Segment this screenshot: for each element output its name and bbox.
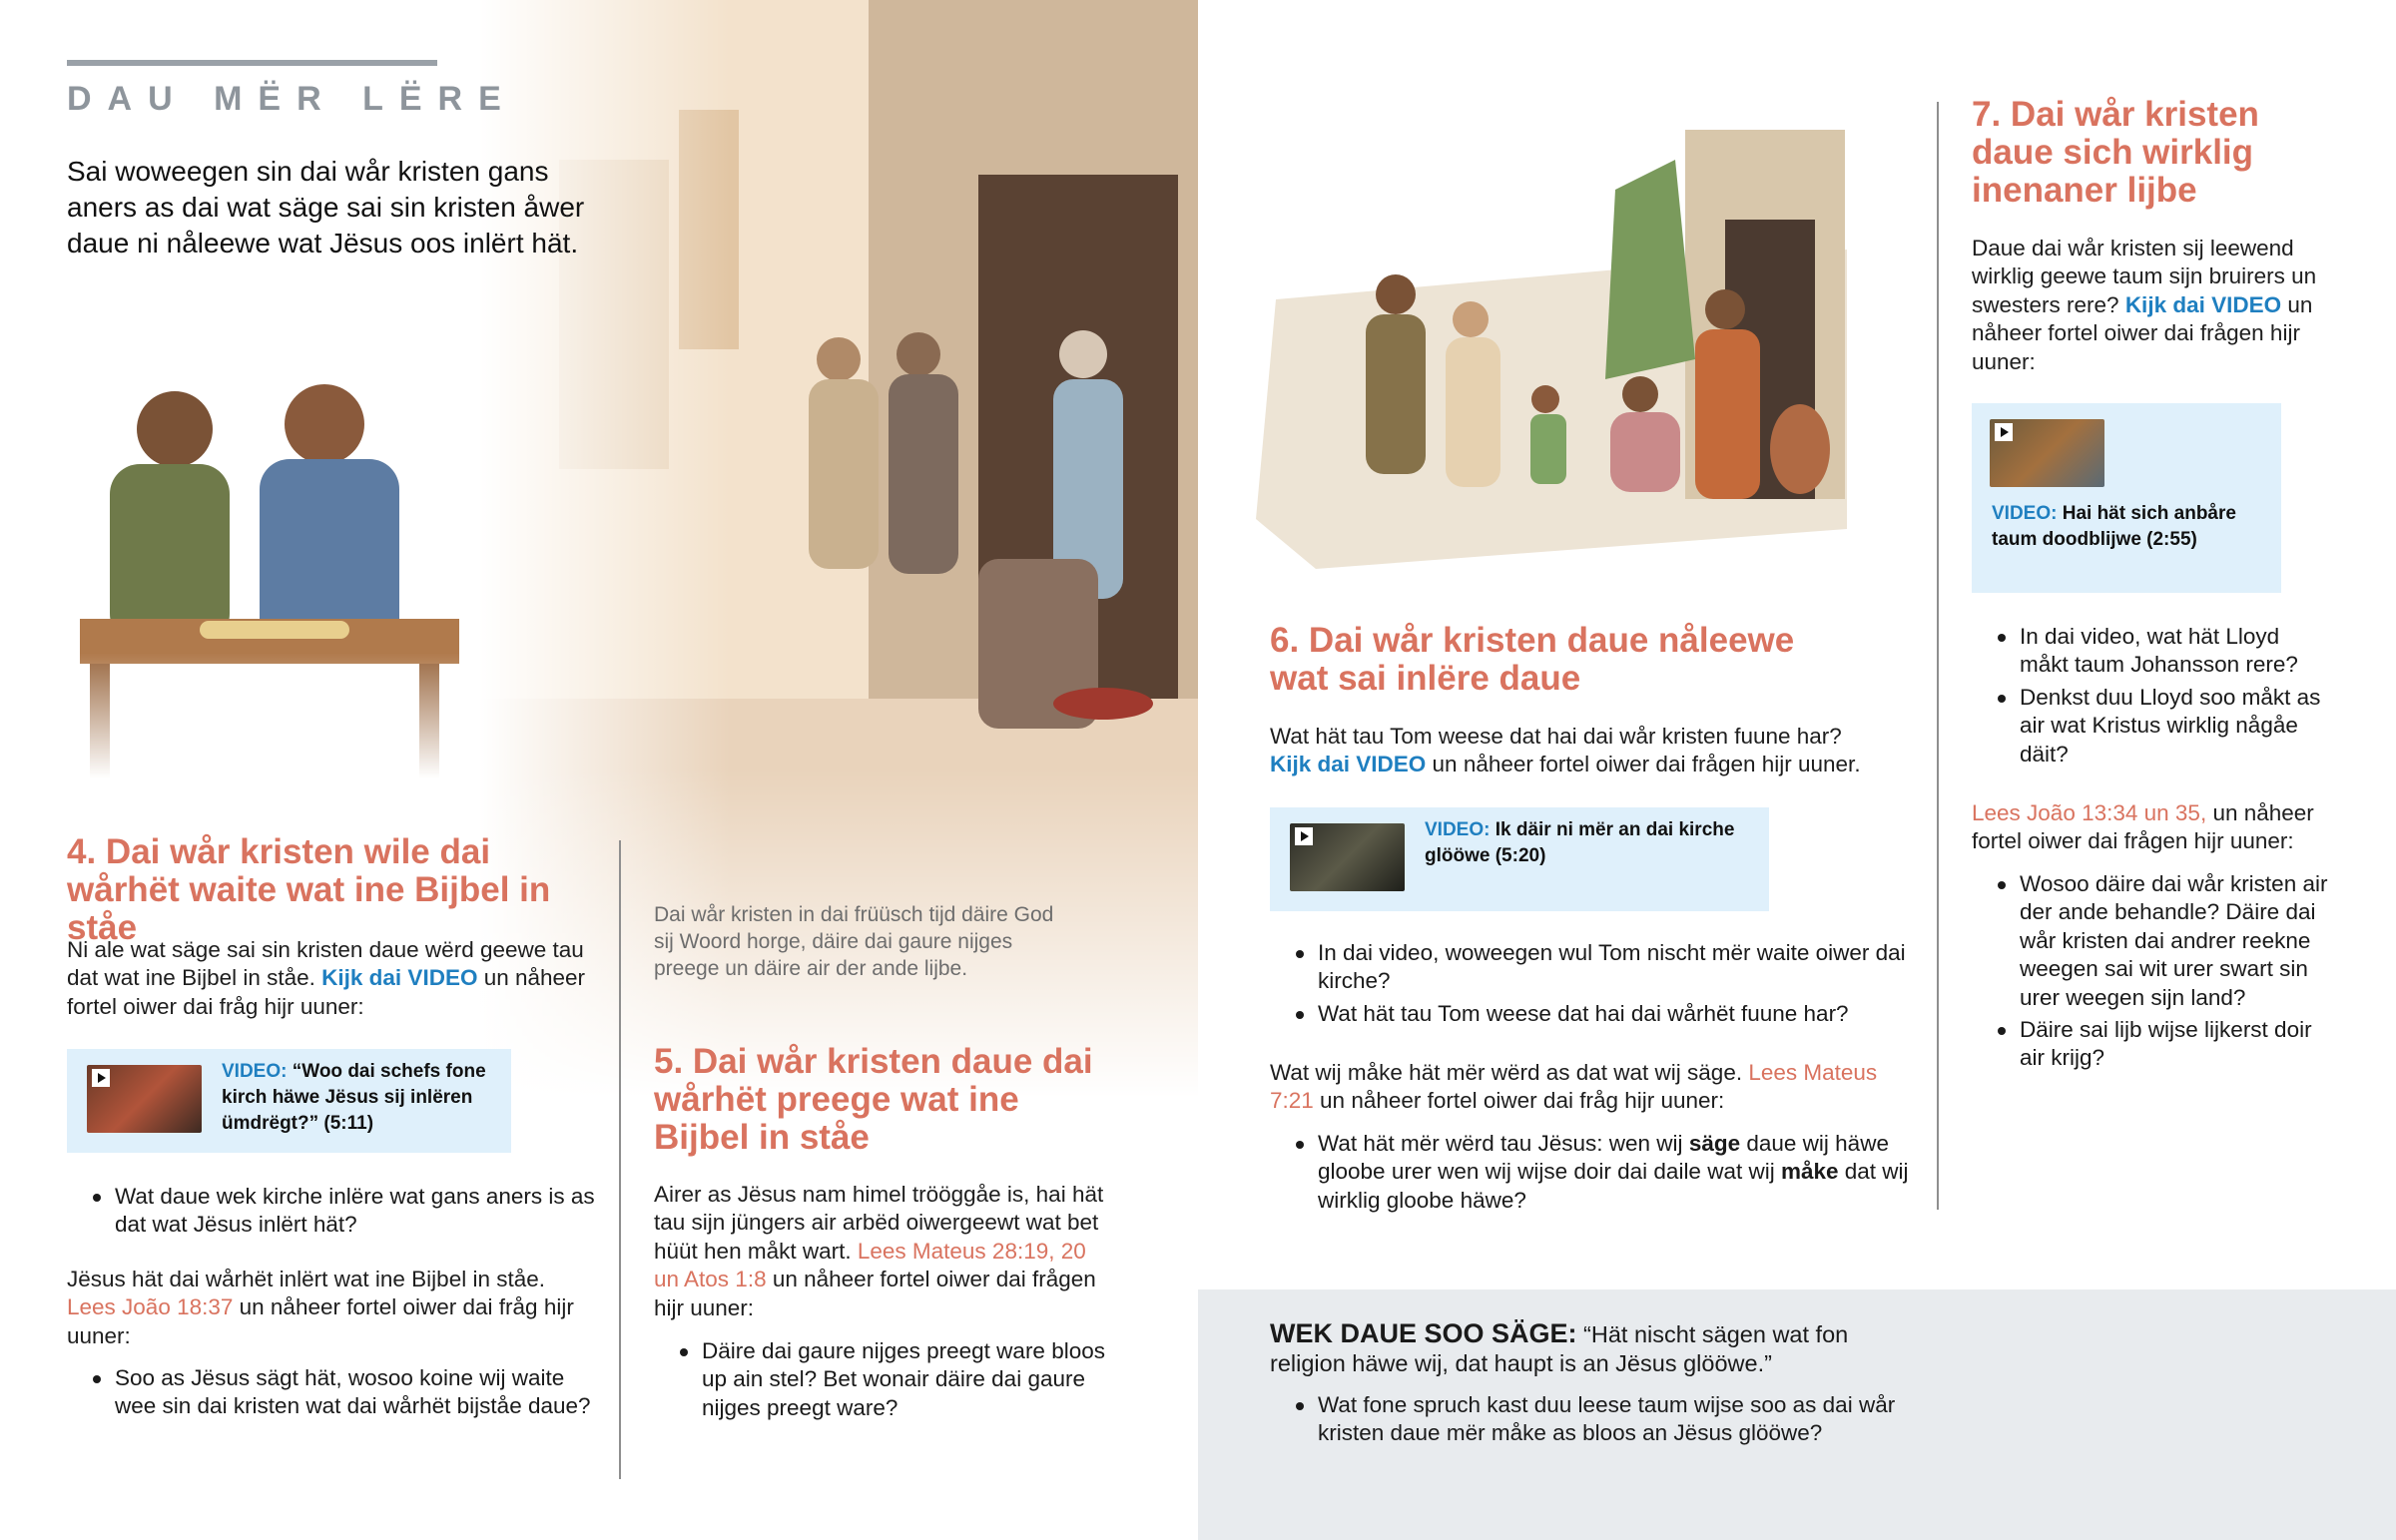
section-5-questions (654, 1337, 1118, 1426)
play-icon[interactable] (1295, 827, 1313, 845)
question-item: Wat hät tau Tom weese dat hai dai wårhët fuune har? (1270, 1000, 1909, 1028)
section-4-video-link[interactable]: Kijk dai VIDEO (321, 965, 478, 991)
scripture-reference[interactable]: Lees Mateus 28:19, 20 un Atos 1:8 (654, 1238, 1086, 1292)
video-title: Ik däir ni mër an dai kirche glööwe (5:20) (1425, 819, 1735, 866)
section-7-questions-1 (1972, 623, 2326, 772)
section-4-questions-1 (67, 1183, 606, 1244)
section-7-text-tail: un nåheer fortel oiwer dai frågen hijr uuner: (1972, 291, 2313, 374)
play-icon[interactable] (1995, 423, 2013, 441)
section-7-text-2-tail: un nåheer fortel oiwer dai frågen hijr uuner: (1972, 800, 2314, 854)
family-welcome-illustration (1256, 100, 1847, 569)
emphasis-do: måke (1780, 1159, 1839, 1185)
video-label: VIDEO: (222, 1061, 288, 1082)
question-item: Wosoo däire dai wår kristen air der ande behandle? Däire dai wår kristen dai andrer reekne weegen sai wit urer swart sin urer weegen sijn land? (1972, 870, 2341, 1012)
section-5-text-tail: un nåheer fortel oiwer dai frågen hijr uuner: (654, 1267, 1096, 1320)
section-7-video-link[interactable]: Kijk dai VIDEO (2124, 291, 2282, 317)
section-6-video-box[interactable] (1270, 807, 1769, 911)
section-6-title: 6. Dai wår kristen daue nåleewe wat sai inlëre daue (1270, 621, 1795, 698)
section-eyebrow: DAU MËR LËRE (67, 80, 517, 118)
question-item: Wat fone spruch kast duu leese taum wijse soo as dai wår kristen daue mër måke as bloos an Jësus glööwe? (1270, 1391, 1929, 1448)
video-label: VIDEO: (1992, 503, 2058, 524)
illustration-caption: Dai wår kristen in dai früüsch tijd däire God sij Woord horge, däire dai gaure nijges preege un däire air der ande lijbe. (654, 903, 1054, 980)
question-text: Wat hät mër wërd tau Jësus: wen wij (1318, 1131, 1689, 1156)
section-4-paragraph-2 (67, 1266, 596, 1350)
sayings-statement (1270, 1319, 1929, 1378)
video-title: “Woo dai schefs fone kirch häwe Jësus sij inlëren ümdrëgt?” (5:11) (222, 1061, 486, 1134)
section-7-questions-2 (1972, 870, 2341, 1077)
column-divider (1937, 102, 1939, 1210)
scripture-reference[interactable]: Lees João 18:37 (67, 1294, 234, 1320)
section-4-text-tail: un nåheer fortel oiwer dai fråg hijr uuner: (67, 965, 586, 1019)
section-5-text: Airer as Jësus nam himel trööggåe is, hai hät tau sijn jüngers air arbëd oiwergeewt wat bet hüüt hen måkt wart. (654, 1182, 1104, 1264)
video-thumbnail[interactable] (1990, 419, 2104, 487)
question-text: daue wij häwe gloobe urer wen wij wijse doir dai daile wat wij (1318, 1131, 1889, 1185)
question-item: Denkst duu Lloyd soo måkt as air wat Kristus wirklig någåe däit? (1972, 684, 2326, 769)
section-7-text: Daue dai wår kristen sij leewend wirklig geewe taum sijn bruirers un swesters rere? (1972, 236, 2317, 317)
video-thumbnail[interactable] (87, 1065, 202, 1133)
emphasis-say: säge (1688, 1131, 1741, 1156)
section-7-paragraph (1972, 235, 2346, 376)
play-icon[interactable] (92, 1069, 110, 1087)
section-6-text-2: Wat wij måke hät mër wërd as dat wat wij säge. (1270, 1060, 1749, 1085)
section-5-paragraph (654, 1181, 1116, 1322)
question-item: In dai video, wat hät Lloyd måkt taum Johansson rere? (1972, 623, 2326, 680)
sayings-quote: “Hät nischt sägen wat fon religion häwe wij, dat haupt is an Jësus glööwe.” (1270, 1321, 1849, 1376)
question-item: Däire sai lijb wijse lijkerst doir air krijg? (1972, 1016, 2341, 1073)
section-6-video-link[interactable]: Kijk dai VIDEO (1270, 752, 1427, 777)
question-text: dat wij wirklig gloobe häwe? (1318, 1159, 1909, 1213)
video-title: Hai hät sich anbåre taum doodblijwe (2:55) (1992, 503, 2236, 550)
section-4-text: Ni ale wat säge sai sin kristen daue wërd geewe tau dat wat ine Bijbel in ståe. (67, 937, 584, 991)
question-item (1270, 1130, 1909, 1215)
section-5-title: 5. Dai wår kristen daue dai wårhët preege wat ine Bijbel in ståe (654, 1042, 1093, 1157)
video-thumbnail[interactable] (1290, 823, 1405, 891)
section-4-video-box[interactable] (67, 1049, 511, 1153)
question-item: Soo as Jësus sägt hät, wosoo koine wij waite wee sin dai kristen wat dai wårhët bijståe daue? (67, 1364, 596, 1421)
section-7-video-box[interactable] (1972, 403, 2281, 593)
header-rule (67, 60, 437, 66)
section-4-title: 4. Dai wår kristen wile dai wårhët waite wat ine Bijbel in ståe (67, 832, 551, 947)
section-6-questions-1 (1270, 939, 1909, 1032)
question-item: Wat daue wek kirche inlëre wat gans aners is as dat wat Jësus inlërt hät? (67, 1183, 606, 1240)
sayings-questions (1270, 1391, 1929, 1452)
section-6-paragraph-2 (1270, 1059, 1909, 1116)
section-4-text-2: Jësus hät dai wårhët inlërt wat ine Bijbel in ståe. (67, 1267, 546, 1291)
section-7-paragraph-2 (1972, 799, 2351, 856)
section-4-questions-2 (67, 1364, 596, 1425)
sayings-label: WEK DAUE SOO SÄGE: (1270, 1318, 1577, 1348)
scroll-reading-illustration (70, 359, 459, 778)
section-4-text-2-tail: un nåheer fortel oiwer dai fråg hijr uuner: (67, 1294, 574, 1348)
question-item: In dai video, woweegen wul Tom nischt mër waite oiwer dai kirche? (1270, 939, 1909, 996)
scripture-reference[interactable]: Lees Mateus 7:21 (1270, 1060, 1878, 1114)
section-6-text-tail: un nåheer fortel oiwer dai frågen hijr uuner. (1426, 752, 1861, 777)
section-4-video-caption (222, 1059, 491, 1137)
question-item: Däire dai gaure nijges preegt ware bloos up ain stel? Bet wonair däire dai gaure nijges preegt ware? (654, 1337, 1118, 1422)
section-7-title: 7. Dai wår kristen daue sich wirklig inenaner lijbe (1972, 95, 2259, 210)
section-7-video-caption (1992, 501, 2261, 553)
section-6-paragraph (1270, 723, 1884, 779)
section-6-text: Wat hät tau Tom weese dat hai dai wår kristen fuune har? (1270, 724, 1842, 749)
column-divider (619, 840, 621, 1479)
section-6-questions-2 (1270, 1130, 1909, 1219)
section-6-video-caption (1425, 817, 1754, 869)
scripture-reference[interactable]: Lees João 13:34 un 35, (1972, 800, 2207, 825)
video-label: VIDEO: (1425, 819, 1491, 840)
intro-text: Sai woweegen sin dai wår kristen gans aners as dai wat säge sai sin kristen åwer daue ni nåleewe wat Jësus oos inlërt hät. (67, 156, 585, 258)
section-6-text-2-tail: un nåheer fortel oiwer dai fråg hijr uuner: (1313, 1088, 1725, 1114)
section-4-paragraph (67, 936, 596, 1021)
